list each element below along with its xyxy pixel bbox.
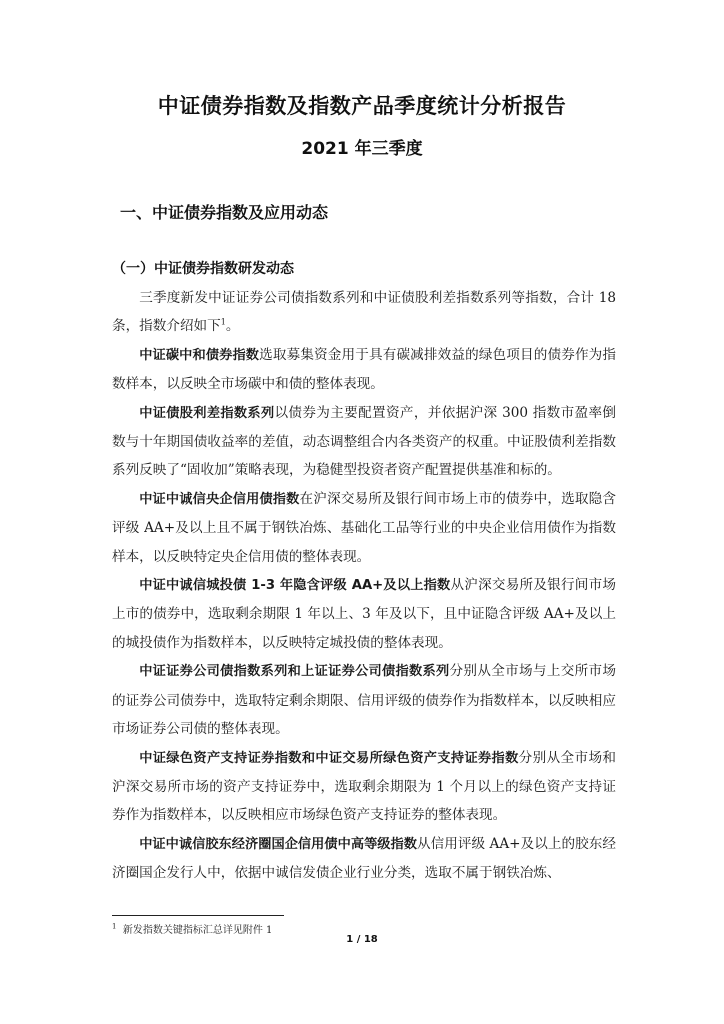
index-name: 中证中诚信央企信用债指数 bbox=[139, 491, 300, 507]
index-name: 中证证券公司债指数系列和上证证券公司债指数系列 bbox=[139, 664, 450, 680]
footnote-ref: 1 bbox=[220, 317, 226, 327]
index-description: 以债券为主要配置资产，并依据沪深 300 指数市盈率倒数与十年期国债收益率的差值，动态调整组合内各类资产的权重。中证股债利差指数系列反映了“固收加”策略表现，为稳健型投资者资产配置提供基准和标的。 bbox=[112, 404, 616, 479]
index-description: 分别从全市场与上交所市场的证券公司债券中，选取特定剩余期限、信用评级的债券作为指数样本，以反映相应市场证券公司债的整体表现。 bbox=[112, 663, 617, 738]
index-paragraph bbox=[112, 399, 616, 485]
index-paragraph bbox=[112, 830, 616, 888]
subsection-heading: （一）中证债券指数研发动态 bbox=[112, 261, 294, 277]
report-title: 中证债券指数及指数产品季度统计分析报告 bbox=[157, 94, 567, 118]
index-paragraph bbox=[112, 485, 616, 571]
index-paragraph bbox=[112, 744, 616, 830]
section-heading: 一、中证债券指数及应用动态 bbox=[120, 203, 329, 222]
index-name: 中证债股利差指数系列 bbox=[139, 405, 275, 421]
index-description: 分别从全市场和沪深交易所市场的资产支持证券中，选取剩余期限为 1 个月以上的绿色资产支持证券作为指数样本，以反映相应市场绿色资产支持证券的整体表现。 bbox=[112, 749, 617, 824]
footnote-text: 新发指数关键指标汇总详见附件 1 bbox=[122, 925, 273, 936]
body-text bbox=[112, 284, 616, 888]
page-number: 1 / 18 bbox=[346, 934, 378, 945]
intro-paragraph bbox=[112, 284, 616, 341]
index-name: 中证中诚信城投债 1-3 年隐含评级 AA+及以上指数 bbox=[139, 578, 451, 594]
index-name: 中证绿色资产支持证券指数和中证交易所绿色资产支持证券指数 bbox=[139, 750, 519, 766]
index-name: 中证碳中和债券指数 bbox=[139, 347, 260, 363]
index-paragraph bbox=[112, 341, 616, 399]
index-description: 从沪深交易所及银行间市场上市的债券中，选取剩余期限 1 年以上、3 年及以下，且中证隐含评级 AA+及以上的城投债作为指数样本，以反映特定城投债的整体表现。 bbox=[112, 577, 617, 651]
intro-end: 。 bbox=[225, 318, 240, 335]
report-period: 2021 年三季度 bbox=[301, 139, 423, 159]
index-paragraph bbox=[112, 571, 616, 657]
index-description: 从信用评级 AA+及以上的胶东经济圈国企发行人中，依据中诚信发债企业行业分类，选取不属于钢铁冶炼、 bbox=[112, 835, 616, 882]
footnote-divider bbox=[112, 915, 284, 916]
footnote-mark: 1 bbox=[112, 922, 117, 931]
index-paragraph bbox=[112, 657, 616, 743]
index-name: 中证中诚信胶东经济圈国企信用债中高等级指数 bbox=[139, 836, 417, 852]
intro-text: 三季度新发中证证券公司债指数系列和中证债股利差指数系列等指数，合计 18 条，指数介绍如下 bbox=[112, 290, 616, 335]
index-description: 选取募集资金用于具有碳减排效益的绿色项目的债券作为指数样本，以反映全市场碳中和债的整体表现。 bbox=[112, 346, 617, 393]
index-description: 在沪深交易所及银行间市场上市的债券中，选取隐含评级 AA+及以上且不属于钢铁冶炼、基础化工品等行业的中央企业信用债作为指数样本，以反映特定央企信用债的整体表现。 bbox=[112, 490, 617, 565]
